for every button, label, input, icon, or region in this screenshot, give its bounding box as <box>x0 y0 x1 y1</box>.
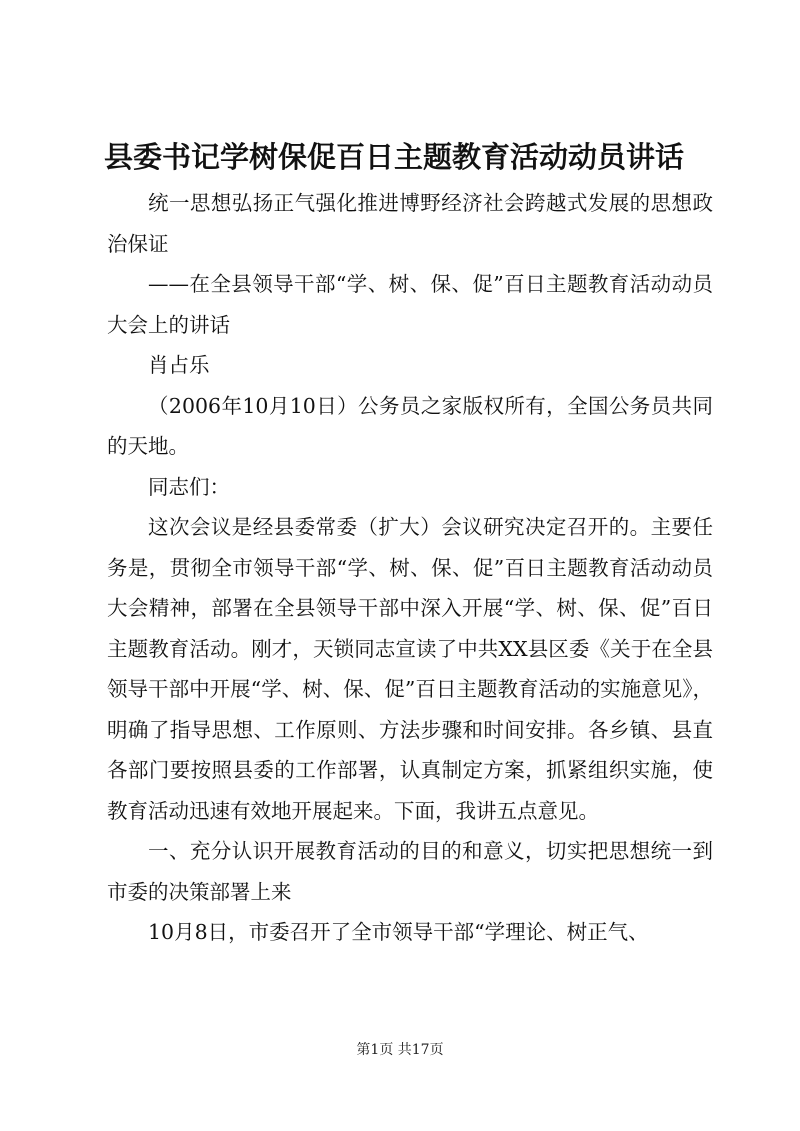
page-footer: 第1页 共17页 <box>356 1042 444 1058</box>
speech-occasion-paragraph: ——在全县领导干部“学、树、保、促”百日主题教育活动动员大会上的讲话 <box>107 272 713 337</box>
body-paragraph: 10月8日，市委召开了全市领导干部“学理论、树正气、 <box>148 920 649 944</box>
speaker-name: 肖占乐 <box>148 353 210 377</box>
intro-paragraph: 这次会议是经县委常委（扩大）会议研究决定召开的。主要任务是，贯彻全市领导干部“学、树、保、促”百日主题教育活动动员大会精神，部署在全县领导干部中深入开展“学、树、保、促”百日主题教育活动。刚才，天锁同志宣读了中共XX县区委《关于在全县领导干部中开展“学、树、保、促”百日主题教育活动的实施意见》，明确了指导思想、工作原则、方法步骤和时间安排。各乡镇、县直各部门要按照县委的工作部署，认真制定方案，抓紧组织实施，使教育活动迅速有效地开展起来。下面，我讲五点意见。 <box>107 515 713 823</box>
subtitle-paragraph: 统一思想弘扬正气强化推进博野经济社会跨越式发展的思想政治保证 <box>107 191 713 256</box>
document-title: 县委书记学树保促百日主题教育活动动员讲话 <box>104 140 685 174</box>
date-note-paragraph: （2006年10月10日）公务员之家版权所有，全国公务员共同的天地。 <box>107 393 713 458</box>
section-heading-one: 一、充分认识开展教育活动的目的和意义，切实把思想统一到市委的决策部署上来 <box>107 839 713 904</box>
document-body <box>107 183 713 953</box>
salutation: 同志们： <box>148 474 230 499</box>
